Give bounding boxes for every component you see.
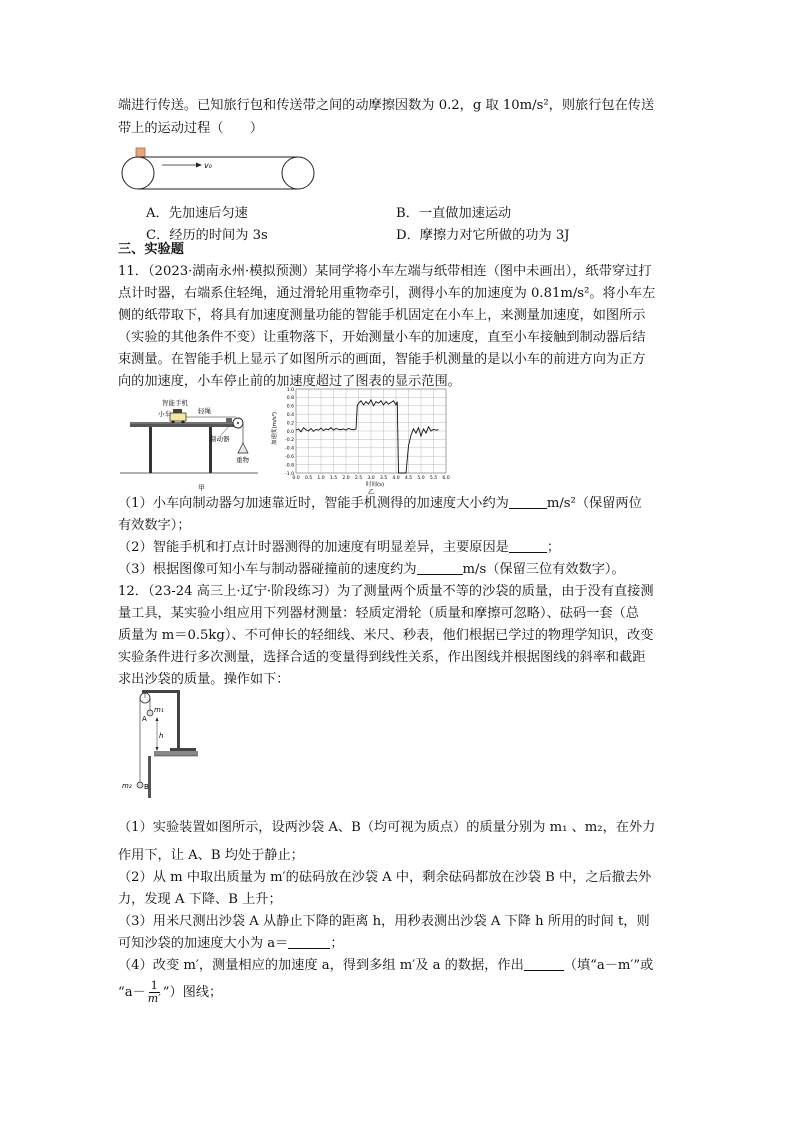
q12-line5: 求出沙袋的质量。操作如下：: [118, 672, 290, 687]
q11-line5: 束测量。在智能手机上显示了如图所示的画面，智能手机测量的是以小车的前进方向为正方: [118, 352, 646, 367]
figure-caption-yi: 乙: [368, 489, 375, 495]
y-tick-label: 0.0: [286, 429, 294, 435]
q12-sub1: （1）实验装置如图所示，设两沙袋 A、B（均可视为质点）的质量分别为 m₁ 、m₂，在外力: [118, 820, 656, 835]
cart-apparatus-figure: [118, 395, 268, 493]
section-heading: 三、实验题: [118, 242, 184, 257]
svg-text:B: B: [144, 783, 149, 791]
y-tick-label: 0.2: [286, 421, 294, 427]
x-tick-label: 0.5: [304, 476, 313, 481]
svg-text:A: A: [142, 715, 147, 723]
x-tick-label: 3.0: [367, 476, 375, 481]
q12-line1: 12．（23-24 高三上·辽宁·阶段练习）为了测量两个质量不等的沙袋的质量，由于没有直接测: [118, 584, 654, 599]
y-tick-label: 0.6: [286, 404, 294, 410]
pulley-sandbag-figure: [118, 688, 198, 800]
figure-caption-jia: 甲: [198, 484, 205, 492]
q11-line6: 向的加速度，小车停止前的加速度超过了图表的显示范围。: [118, 374, 461, 389]
q10-option-c: C．经历的时间为 3s: [146, 228, 268, 243]
q12-line4: 实验条件进行多次测量，选择合适的变量得到线性关系，作出图线并根据图线的斜率和截距: [118, 650, 646, 665]
answer-blank-1[interactable]: [509, 494, 547, 509]
x-tick-label: 5.0: [417, 476, 425, 481]
answer-blank-2[interactable]: [509, 538, 547, 553]
q12-line3: 质量为 m＝0.5kg）、不可伸长的轻细线、米尺、秒表，他们根据已学过的物理学知识，改变: [118, 628, 654, 643]
x-tick-label: 4.0: [392, 476, 400, 481]
y-tick-label: 1.0: [286, 387, 294, 393]
q12-sub3: （3）用米尺测出沙袋 A 从静止下降的距离 h，用秒表测出沙袋 A 下降 h 所用的时间 t，则: [118, 914, 650, 929]
answer-blank-3[interactable]: [417, 560, 463, 575]
y-tick-label: 0.8: [286, 396, 294, 402]
acceleration-chart: [268, 385, 458, 495]
fraction: 1 m′: [147, 979, 161, 1005]
y-tick-label: -0.6: [285, 455, 294, 460]
x-tick-label: 0.0: [292, 476, 300, 481]
x-tick-label: 1.5: [329, 476, 338, 481]
y-tick-label: -0.2: [285, 438, 294, 444]
left-roller: [122, 157, 154, 189]
q12-sub1-cont: 作用下，让 A、B 均处于静止；: [118, 848, 304, 863]
acceleration-series-line: [296, 400, 439, 473]
travel-bag: [136, 148, 145, 157]
svg-text:制动器: 制动器: [210, 435, 230, 443]
svg-text:m₂: m₂: [122, 782, 132, 790]
svg-text:智能手机: 智能手机: [162, 399, 188, 407]
q11-sub1-cont: 有效数字）；: [118, 518, 191, 533]
sandbag-b: [137, 782, 143, 788]
x-tick-label: 6.0: [442, 476, 450, 481]
svg-text:小车: 小车: [158, 410, 171, 418]
q11-sub1: （1）小车向制动器匀加速靠近时，智能手机测得的加速度大小约为 m/s²（保留两位: [118, 496, 642, 511]
y-tick-label: 0.4: [286, 413, 294, 418]
q12-sub2-cont: 力，发现 A 下降、B 上升；: [118, 892, 282, 907]
x-tick-label: 2.5: [354, 476, 363, 481]
q12-sub4: （4）改变 m′，测量相应的加速度 a，得到多组 m′及 a 的数据，作出 （填“a－m′”或: [118, 958, 654, 973]
x-tick-label: 5.5: [429, 476, 438, 481]
svg-text:m₁: m₁: [154, 706, 164, 714]
svg-text:h: h: [159, 732, 164, 740]
q12-sub3-cont: 可知沙袋的加速度大小为 a＝ ；: [118, 936, 344, 951]
cart: [170, 413, 186, 421]
sandbag-a: [147, 710, 153, 716]
y-tick-label: -0.8: [285, 463, 294, 469]
x-tick-label: 3.5: [379, 476, 388, 481]
q12-line2: 量工具，某实验小组应用下列器材测量：轻质定滑轮（质量和摩擦可忽略）、砝码一套（总: [118, 606, 639, 621]
brake: [226, 418, 232, 423]
right-roller: [282, 157, 314, 189]
x-tick-label: 1.0: [317, 476, 325, 481]
svg-text:轻绳: 轻绳: [198, 407, 211, 415]
q11-line3: 侧的纸带取下，将具有加速度测量功能的智能手机固定在小车上，来测量加速度，如图所示: [118, 308, 646, 323]
x-tick-label: 2.0: [342, 476, 350, 481]
y-tick-label: -0.4: [285, 446, 294, 452]
q11-line1: 11．（2023·湖南永州·模拟预测）某同学将小车左端与纸带相连（图中未画出），纸带穿过打: [118, 264, 652, 279]
conveyor-belt-figure: [118, 146, 318, 192]
chart-ylabel: 加速度(m/s²): [272, 411, 278, 445]
answer-blank-4[interactable]: [288, 934, 330, 949]
q11-sub3: （3）根据图像可知小车与制动器碰撞前的速度约为 m/s（保留三位有效数字）。: [118, 562, 625, 577]
y-tick-label: -1.0: [285, 471, 294, 477]
q10-option-d: D．摩擦力对它所做的功为 3J: [396, 228, 570, 243]
q11-line2: 点计时器，右端系住轻绳，通过滑轮用重物牵引，测得小车的加速度为 0.81m/s²。将小车左: [118, 286, 656, 301]
q10-line2: 带上的运动过程（ ）: [118, 121, 264, 136]
q11-line4: （实验的其他条件不变）让重物落下，开始测量小车的加速度，直至小车接触到制动器后结: [118, 330, 646, 345]
x-tick-label: 4.5: [404, 476, 413, 481]
q10-option-b: B．一直做加速运动: [396, 206, 512, 221]
q12-sub4-cont: “a－ 1 m′ ”）图线；: [118, 979, 223, 1005]
q11-sub2: （2）智能手机和打点计时器测得的加速度有明显差异，主要原因是 ；: [118, 540, 561, 555]
smartphone: [173, 409, 182, 413]
q10-line1: 端进行传送。已知旅行包和传送带之间的动摩擦因数为 0.2，g 取 10m/s²，则旅行包在传送: [118, 98, 655, 113]
answer-blank-5[interactable]: [524, 956, 564, 971]
q10-option-a: A．先加速后匀速: [146, 206, 248, 221]
hanging-weight: [238, 443, 248, 453]
chart-xlabel: 时间(s): [366, 482, 385, 488]
belt-velocity-label: v₀: [204, 161, 212, 170]
svg-text:重物: 重物: [236, 456, 249, 464]
q12-sub2: （2）从 m 中取出质量为 m′的砝码放在沙袋 A 中，剩余砝码都放在沙袋 B 中，之后撤去外: [118, 870, 652, 885]
